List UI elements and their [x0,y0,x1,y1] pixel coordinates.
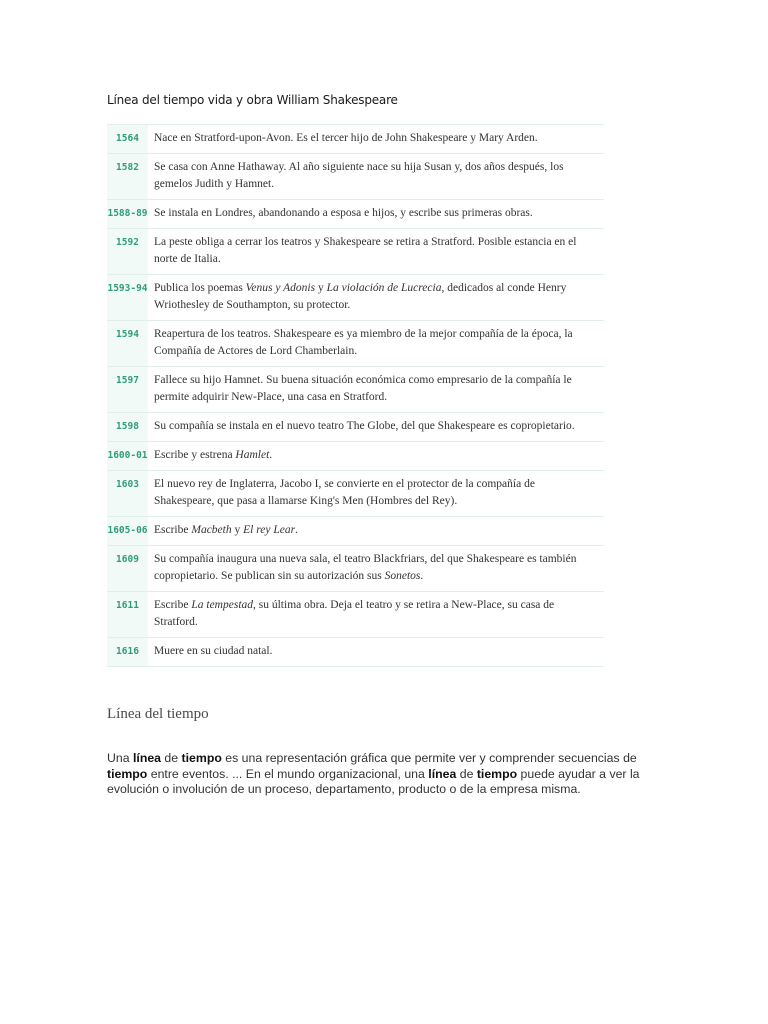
event-text: Muere en su ciudad natal. [154,645,273,657]
work-title: La violación de Lucrecia [326,282,442,294]
work-title: Venus y Adonis [245,282,316,294]
keyword: tiempo [107,766,148,781]
timeline-table [107,124,604,667]
event-text: Publica los poemas [154,282,246,294]
event-text: y [231,524,244,536]
table-row [107,638,604,667]
year-cell: 1594 [107,321,148,367]
keyword: línea [132,751,162,765]
table-row [107,229,604,275]
event-description [148,517,604,546]
year-cell: 1609 [107,546,148,592]
event-text: . [420,570,424,582]
table-row [107,200,604,229]
event-description [148,275,604,321]
work-title: La tempestad [191,599,254,611]
table-row [107,413,604,442]
event-description [148,442,604,471]
year-cell: 1597 [107,367,148,413]
event-description [148,638,604,667]
year-cell: 1592 [107,229,148,275]
event-text: . [269,449,273,461]
event-description [148,321,604,367]
event-description [148,413,604,442]
event-text: . [295,524,298,536]
year-cell: 1593-94 [107,275,148,321]
event-description [148,471,604,517]
event-text: Se instala en Londres, abandonando a esposa e hijos, y escribe sus primeras obras. [154,207,533,219]
event-description [148,125,604,154]
table-row [107,275,604,321]
work-title: El rey Lear [243,524,296,536]
event-text: Escribe [154,599,192,611]
event-text: y [315,282,327,294]
page-title: Línea del tiempo vida y obra William Shakespeare [107,93,398,107]
keyword: línea [428,766,457,781]
event-text: Escribe [154,524,192,536]
table-row [107,367,604,413]
event-description [148,592,604,638]
table-row [107,125,604,154]
year-cell: 1611 [107,592,148,638]
intro-text: de [456,766,477,781]
intro-paragraph [107,751,667,798]
year-cell: 1582 [107,154,148,200]
event-text: El nuevo rey de Inglaterra, Jacobo I, se convierte en el protector de la compañía de Shakespeare, que pasa a llamarse King's Men (Hombres del Rey). [154,478,535,507]
event-description [148,546,604,592]
year-cell: 1588-89 [107,200,148,229]
table-row [107,442,604,471]
event-description [148,229,604,275]
event-description [148,200,604,229]
year-cell: 1605-06 [107,517,148,546]
event-text: , su última obra. Deja el teatro y se retira a New-Place, su casa de Stratford. [154,599,555,628]
timeline-body [107,125,604,667]
table-row [107,321,604,367]
event-description [148,367,604,413]
intro-text: de [161,751,182,765]
event-text: Reapertura de los teatros. Shakespeare es ya miembro de la mejor compañía de la época, la Compañía de Actores de Lord Chamberlain. [154,328,573,357]
event-text: Escribe y estrena [154,449,236,461]
section-heading: Línea del tiempo [107,706,209,722]
event-text: Fallece su hijo Hamnet. Su buena situación económica como empresario de la compañía le permite adquirir New-Place, una casa en Stratford. [154,374,572,403]
year-cell: 1616 [107,638,148,667]
year-cell: 1564 [107,125,148,154]
table-row [107,471,604,517]
intro-text: entre eventos. ... En el mundo organizacional, una [147,766,429,781]
table-row [107,592,604,638]
year-cell: 1600-01 [107,442,148,471]
intro-text: Una [107,751,133,765]
year-cell: 1603 [107,471,148,517]
work-title: Hamlet [235,449,270,461]
event-description [148,154,604,200]
table-row [107,546,604,592]
event-text: La peste obliga a cerrar los teatros y Shakespeare se retira a Stratford. Posible estancia en el norte de Italia. [154,236,577,265]
work-title: Sonetos [384,570,421,582]
table-row [107,154,604,200]
table-row [107,517,604,546]
keyword: tiempo [476,766,518,781]
event-text: Nace en Stratford-upon-Avon. Es el tercer hijo de John Shakespeare y Mary Arden. [154,132,538,144]
intro-text: es una representación gráfica que permite ver y comprender secuencias de [221,751,637,765]
keyword: tiempo [181,751,222,765]
event-text: , dedicados al conde Henry Wriothesley de Southampton, su protector. [154,282,567,311]
event-text: Se casa con Anne Hathaway. Al año siguiente nace su hija Susan y, dos años después, los gemelos Judith y Hamnet. [154,161,564,190]
intro-text: puede ayudar a ver la evolución o involución de un proceso, departamento, producto o de la empresa misma. [107,766,640,796]
event-text: Su compañía inaugura una nueva sala, el teatro Blackfriars, del que Shakespeare es también copropietario. Se publican sin su autorización sus [154,553,577,582]
work-title: Macbeth [191,524,232,536]
event-text: Su compañía se instala en el nuevo teatro The Globe, del que Shakespeare es copropietario. [154,420,575,432]
year-cell: 1598 [107,413,148,442]
